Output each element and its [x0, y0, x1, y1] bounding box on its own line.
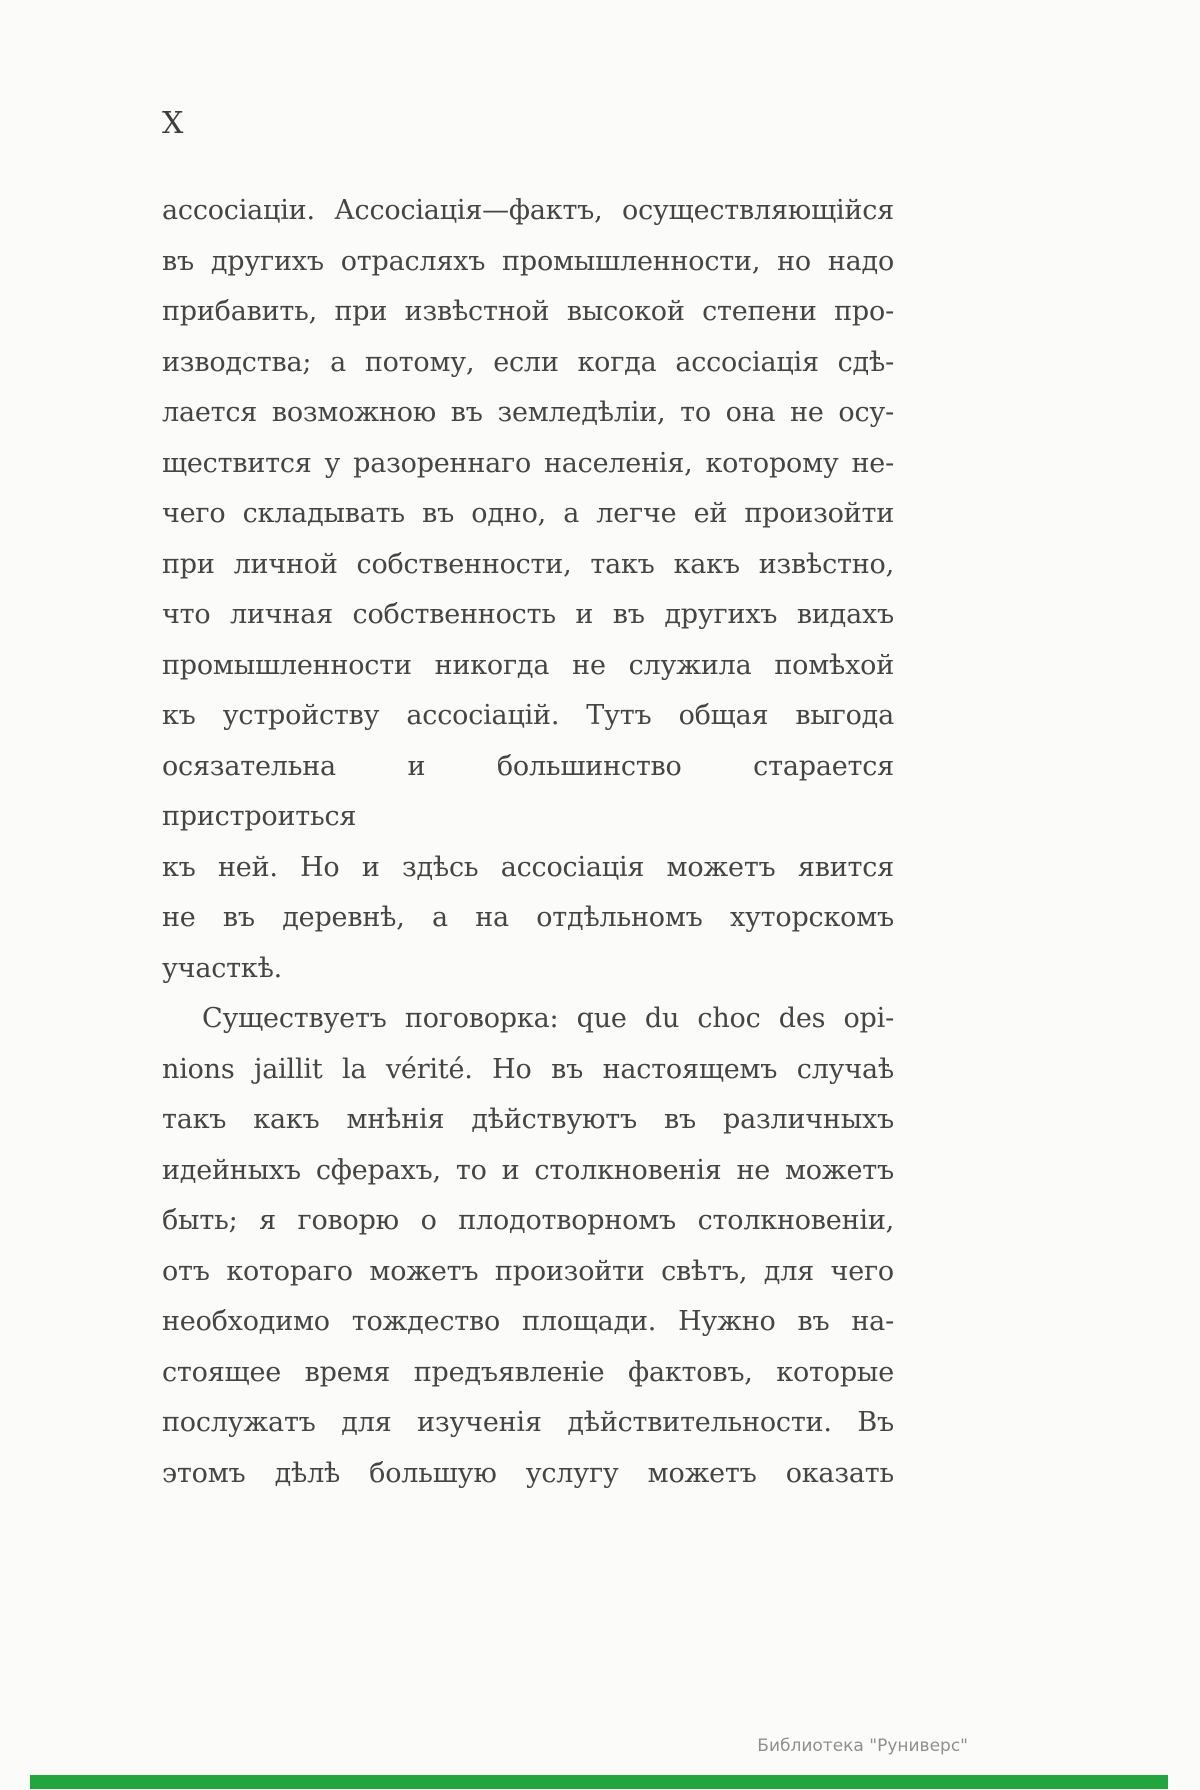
text-line: при личной собственности, такъ какъ извѣстно, — [162, 548, 894, 580]
text-line: быть; я говорю о плодотворномъ столкновеніи, — [162, 1205, 894, 1236]
text-line: изводства; а потому, если когда ассосіація сдѣ- — [162, 346, 894, 378]
text-line: необходимо тождество площади. Нужно въ на- — [162, 1306, 894, 1337]
text-line: къ ней. Но и здѣсь ассосіація можетъ явится — [162, 851, 894, 883]
text-line: этомъ дѣлѣ большую услугу можетъ оказать — [162, 1457, 894, 1489]
text-line: осязательна и большинство старается пристроиться — [162, 750, 894, 832]
text-line: лается возможною въ земледѣліи, то она не осу- — [162, 397, 894, 428]
library-credit: Библиотека "Руниверс" — [757, 1736, 968, 1756]
text-line: Существуетъ поговорка: que du choc des opi- — [202, 1003, 894, 1034]
text-line: чего складывать въ одно, а легче ей произойти — [162, 498, 894, 529]
text-line: ассосіаціи. Ассосіація—фактъ, осуществляющійся — [162, 195, 894, 226]
footer-bar — [30, 1775, 1168, 1789]
text-line: участкѣ. — [162, 952, 283, 984]
text-line: nions jaillit la vérité. Но въ настоящемъ случаѣ — [162, 1053, 894, 1085]
text-line: промышленности никогда не служила помѣхой — [162, 649, 894, 681]
text-line: что личная собственность и въ другихъ видахъ — [162, 599, 894, 630]
text-line: ществится у разореннаго населенія, которому не- — [162, 447, 894, 479]
text-line: стоящее время предъявленіе фактовъ, которые — [162, 1356, 894, 1388]
text-line: такъ какъ мнѣнія дѣйствуютъ въ различныхъ — [162, 1104, 894, 1135]
text-line: не въ деревнѣ, а на отдѣльномъ хуторскомъ — [162, 902, 894, 933]
paragraph-1 — [162, 186, 894, 994]
page-number: X — [162, 106, 185, 141]
paragraph-2 — [162, 994, 894, 1499]
body-text — [162, 186, 894, 1499]
text-line: въ другихъ отрасляхъ промышленности, но надо — [162, 245, 894, 277]
text-line: идейныхъ сферахъ, то и столкновенія не можетъ — [162, 1154, 894, 1186]
text-line: послужатъ для изученія дѣйствительности. Въ — [162, 1407, 894, 1438]
text-line: отъ котораго можетъ произойти свѣтъ, для чего — [162, 1255, 894, 1287]
text-line: прибавить, при извѣстной высокой степени про- — [162, 296, 894, 327]
text-line: къ устройству ассосіацій. Тутъ общая выгода — [162, 700, 894, 731]
